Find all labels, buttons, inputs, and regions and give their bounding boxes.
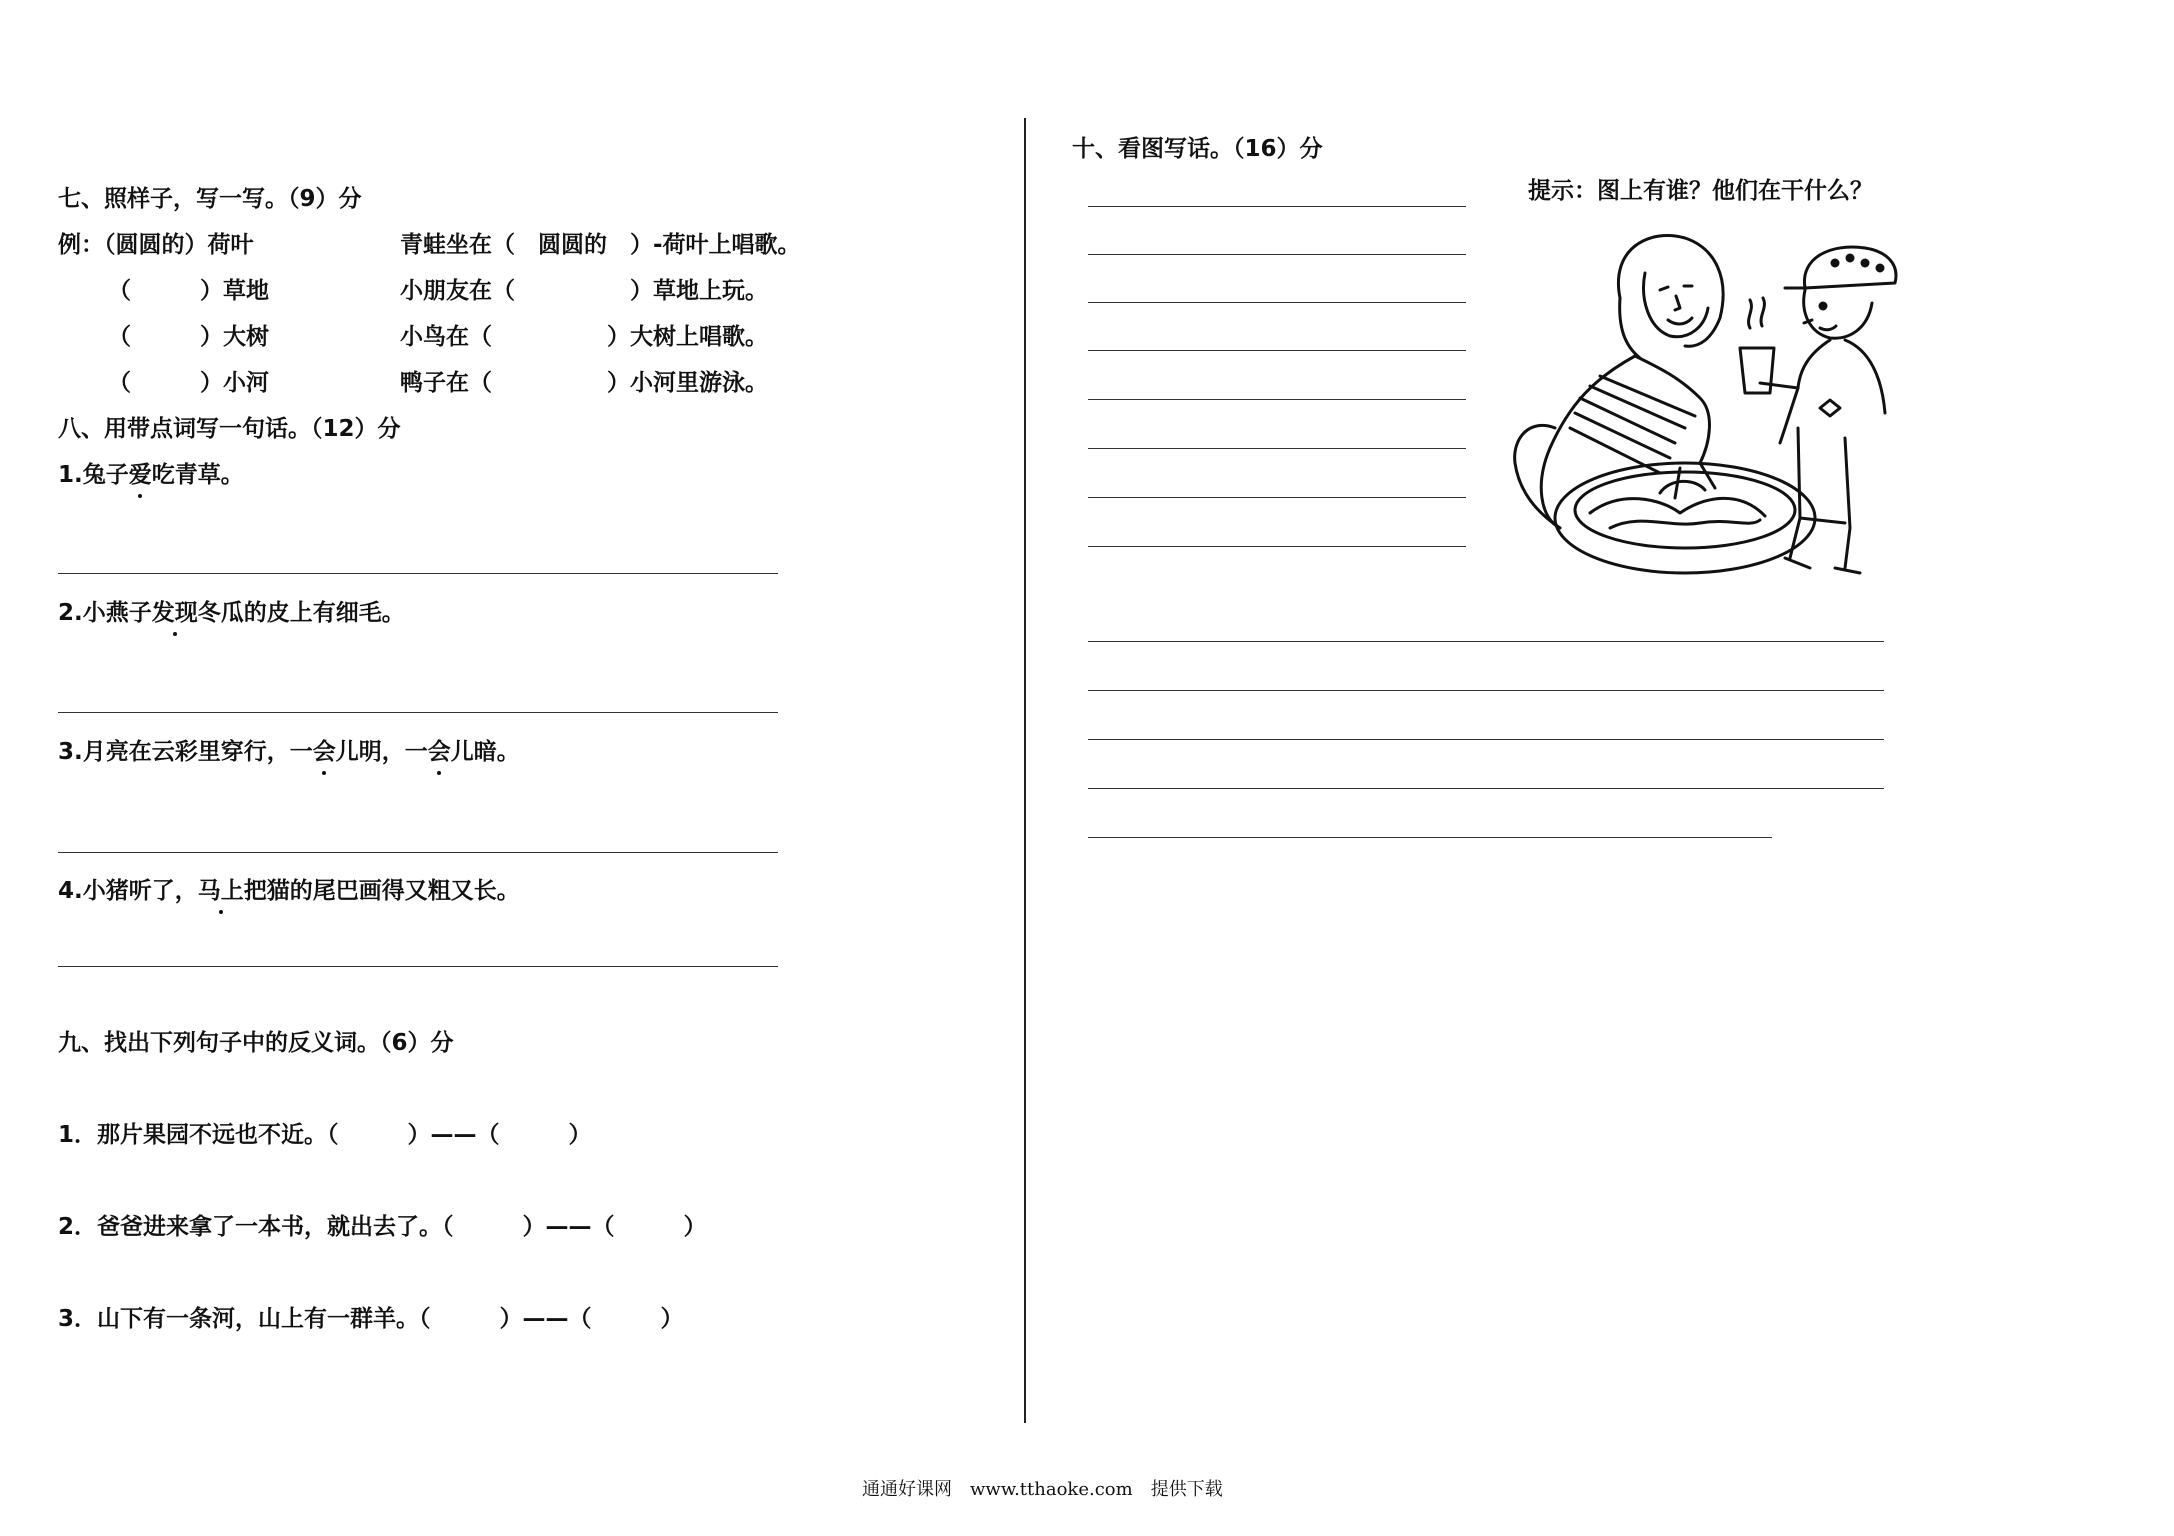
section7-row-left: （ ）大树: [108, 324, 269, 350]
writing-line[interactable]: [1088, 739, 1884, 740]
column-divider: [1024, 118, 1026, 1423]
writing-line[interactable]: [1088, 350, 1466, 351]
item-text: 2.小燕子: [58, 600, 152, 626]
section7-row-left: 例：（圆圆的）荷叶: [58, 232, 254, 258]
section8-heading: 八、用带点词写一句话。（12）分: [58, 416, 401, 442]
writing-line[interactable]: [1088, 546, 1466, 547]
section9-item: 1．那片果园不远也不近。（ ）——（ ）: [58, 1122, 592, 1148]
section7-row-right: 小鸟在（ ）大树上唱歌。: [400, 324, 768, 350]
dotted-word: 发现: [152, 594, 198, 627]
answer-line[interactable]: [58, 712, 778, 713]
writing-line[interactable]: [1088, 302, 1466, 303]
section8-item-4: [58, 872, 520, 905]
item-text: 冬瓜的皮上有细毛。: [197, 600, 405, 626]
section7-row-right: 小朋友在（ ）草地上玩。: [400, 278, 768, 304]
item-text: 暗。: [473, 739, 520, 765]
section7-row-left: （ ）草地: [108, 278, 269, 304]
dotted-word: 一会儿: [405, 733, 474, 766]
answer-line[interactable]: [58, 966, 778, 967]
footer-text: 通通好课网 www.tthaoke.com 提供下载: [862, 1479, 1223, 1500]
item-text: 吃青草。: [151, 462, 244, 488]
writing-line[interactable]: [1088, 690, 1884, 691]
writing-line[interactable]: [1088, 641, 1884, 642]
section9-heading: 九、找出下列句子中的反义词。（6）分: [58, 1030, 454, 1056]
dotted-word: 马上: [198, 872, 244, 905]
mother-washing-clothes-child-offering-cup-illustration: [1500, 228, 1920, 598]
section7-row-right: 鸭子在（ ）小河里游泳。: [400, 370, 768, 396]
answer-line[interactable]: [58, 852, 778, 853]
writing-line[interactable]: [1088, 837, 1772, 838]
section8-item-2: [58, 594, 405, 627]
writing-line[interactable]: [1088, 206, 1466, 207]
section10-heading: 十、看图写话。（16）分: [1072, 136, 1323, 162]
writing-line[interactable]: [1088, 399, 1466, 400]
section7-row-left: （ ）小河: [108, 370, 269, 396]
section9-item: 2．爸爸进来拿了一本书，就出去了。（ ）——（ ）: [58, 1214, 707, 1240]
writing-line[interactable]: [1088, 254, 1466, 255]
section7-row-right: 青蛙坐在（ 圆圆的 ）-荷叶上唱歌。: [400, 232, 801, 258]
dotted-word: 一会儿: [290, 733, 359, 766]
section9-item: 3．山下有一条河，山上有一群羊。（ ）——（ ）: [58, 1306, 684, 1332]
item-text: 4.小猪听了，: [58, 878, 198, 904]
section7-heading: 七、照样子，写一写。（9）分: [58, 186, 362, 212]
item-text: 明，: [358, 739, 405, 765]
writing-line[interactable]: [1088, 788, 1884, 789]
writing-line[interactable]: [1088, 497, 1466, 498]
item-text: 1.兔子: [58, 462, 129, 488]
section10-hint: 提示：图上有谁？他们在干什么？: [1528, 178, 1873, 204]
item-text: 把猫的尾巴画得又粗又长。: [243, 878, 520, 904]
answer-line[interactable]: [58, 573, 778, 574]
writing-line[interactable]: [1088, 448, 1466, 449]
item-text: 3.月亮在云彩里穿行，: [58, 739, 290, 765]
dotted-word: 爱: [129, 456, 152, 489]
section8-item-3: [58, 733, 520, 766]
section8-item-1: [58, 456, 244, 489]
